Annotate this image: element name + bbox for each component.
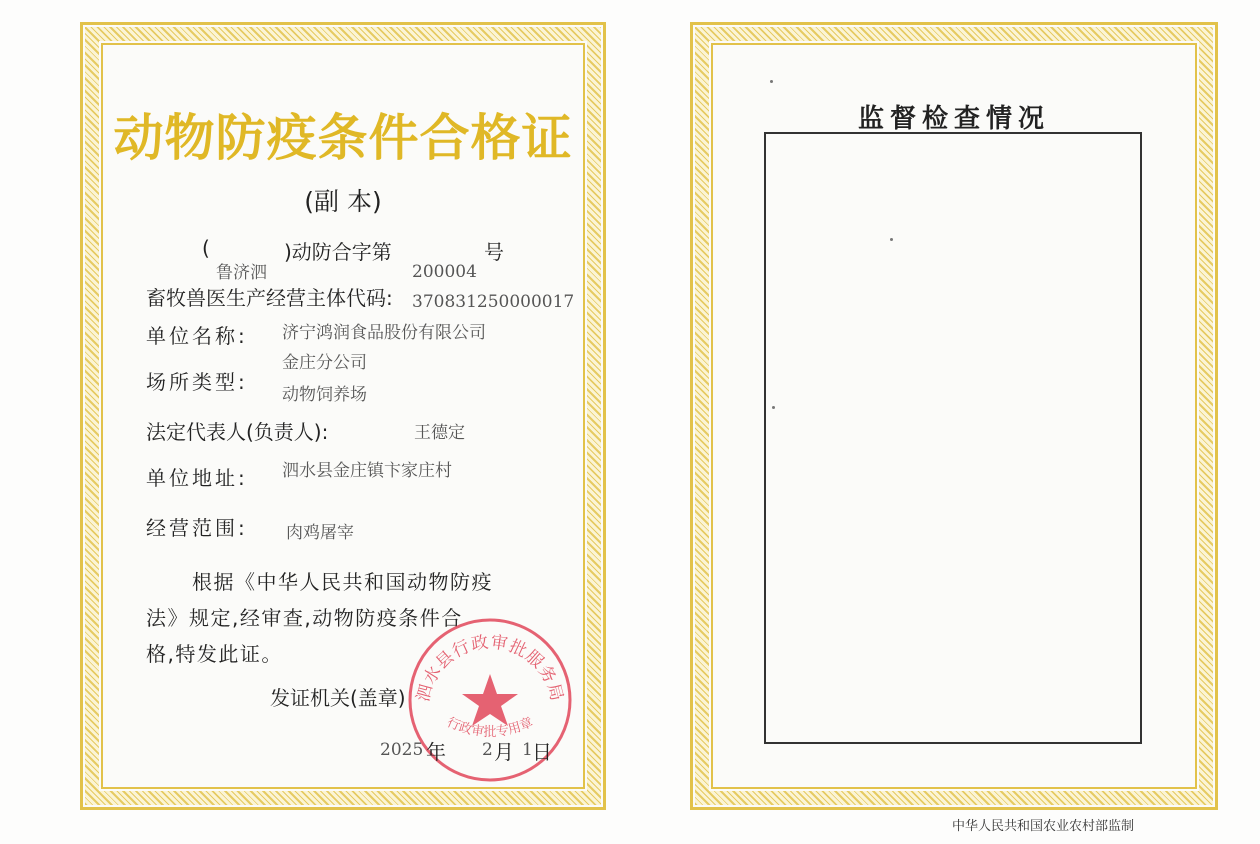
certificate-subtitle: (副 本) [304, 187, 382, 216]
statement-line-1: 根据《中华人民共和国动物防疫 [192, 570, 493, 594]
statement-line-3: 格,特发此证。 [146, 642, 283, 666]
issue-day-value: 1 [522, 740, 533, 760]
business-scope-value: 肉鸡屠宰 [286, 523, 354, 543]
seal-text: 泗水县行政审批服务局 [413, 632, 567, 704]
cert-number-suffix: 号 [484, 240, 504, 264]
legal-representative-label: 法定代表人(负责人): [146, 420, 329, 444]
svg-text:行政审批专用章 [445, 714, 536, 740]
cert-number-value: 200004 [412, 262, 477, 282]
supervision-title: 监督检查情况 [857, 104, 1050, 134]
cert-prefix-value: 鲁济泗 [216, 263, 267, 283]
unit-address-value: 泗水县金庄镇卞家庄村 [282, 461, 452, 481]
seal-sub-text: 行政审批专用章 [444, 715, 536, 740]
unit-address-label: 单位地址: [146, 466, 248, 490]
inspection-record-box [764, 132, 1142, 744]
unit-name-value-line1: 济宁鸿润食品股份有限公司 [282, 323, 486, 343]
statement-line-2: 法》规定,经审查,动物防疫条件合 [146, 606, 463, 630]
certificate-title: 动物防疫条件合格证 [113, 109, 573, 167]
certificate-front-page [80, 22, 606, 810]
unit-name-value-line2: 金庄分公司 [282, 353, 367, 373]
site-type-label: 场所类型: [146, 370, 248, 394]
scan-speck [772, 406, 775, 409]
site-type-value: 动物饲养场 [282, 385, 367, 405]
legal-representative-value: 王德定 [414, 423, 465, 443]
business-scope-label: 经营范围: [146, 516, 248, 540]
issuing-authority-label: 发证机关(盖章) [270, 686, 406, 710]
scan-speck [770, 80, 773, 83]
issue-day-unit: 日 [532, 740, 552, 764]
cert-number-label: )动防合字第 [284, 240, 392, 264]
supervision-inspection-page [690, 22, 1218, 810]
scan-speck [890, 238, 893, 241]
entity-code-label: 畜牧兽医生产经营主体代码: [146, 286, 393, 310]
supervising-ministry-footer: 中华人民共和国农业农村部监制 [952, 819, 1135, 834]
issue-month-value: 2 [482, 740, 493, 760]
entity-code-value: 370831250000017 [412, 292, 575, 312]
unit-name-label: 单位名称: [146, 324, 248, 348]
issue-month-unit: 月 [494, 740, 514, 764]
issue-year-unit: 年 [426, 740, 446, 764]
issue-year-value: 2025 [380, 740, 424, 760]
cert-number-open-paren: ( [202, 236, 210, 260]
